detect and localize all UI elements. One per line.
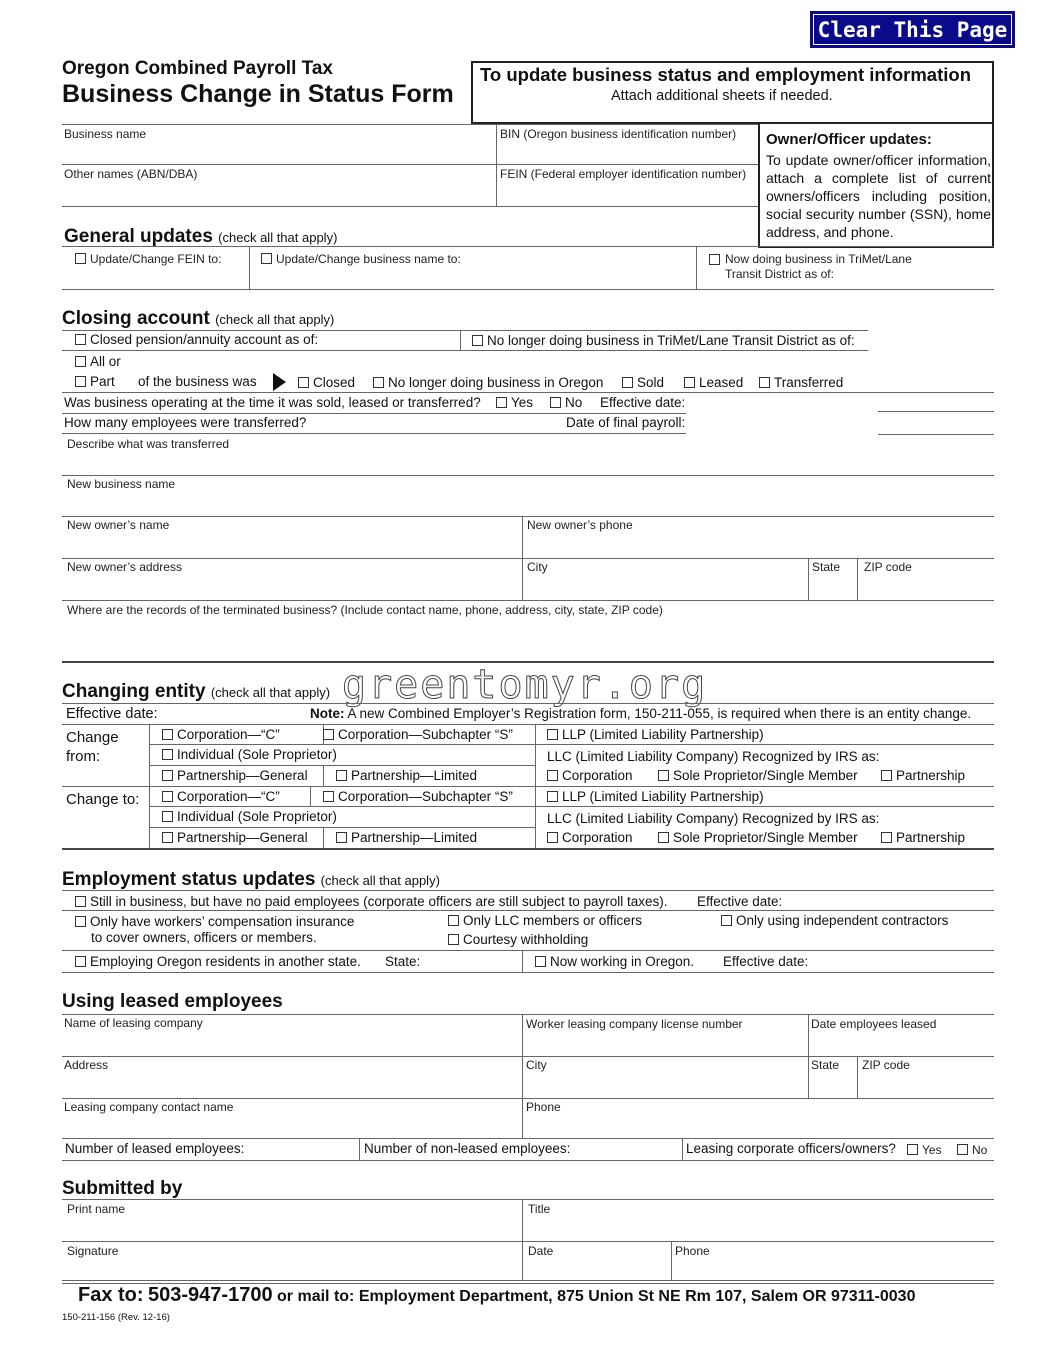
no-oregon-checkbox[interactable] — [373, 377, 384, 388]
to-llp-checkbox[interactable] — [547, 791, 558, 802]
llc-members-option[interactable]: Only LLC members or officers — [448, 913, 642, 928]
new-owner-city-label: City — [527, 560, 548, 574]
employment-effective-label: Effective date: — [697, 894, 783, 909]
to-individual-option[interactable]: Individual (Sole Proprietor) — [162, 809, 337, 824]
new-owner-phone-field[interactable] — [524, 534, 994, 556]
from-individual-option[interactable]: Individual (Sole Proprietor) — [162, 747, 337, 762]
to-part-limited-option[interactable]: Partnership—Limited — [336, 830, 477, 845]
entity-effective-date-label: Effective date: — [66, 706, 158, 722]
operating-no-option[interactable]: No — [550, 395, 582, 410]
date-label: Date — [528, 1244, 554, 1258]
closed-option[interactable]: Closed — [298, 375, 355, 390]
leasing-contact-field[interactable] — [62, 1116, 520, 1136]
new-business-name-label: New business name — [67, 477, 176, 491]
closing-account-heading: Closing account (check all that apply) — [62, 308, 335, 329]
leasing-phone-label: Phone — [526, 1100, 561, 1114]
leasing-officers-question: Leasing corporate officers/owners? — [686, 1141, 896, 1156]
from-part-general-checkbox[interactable] — [162, 770, 173, 781]
trimet-checkbox[interactable] — [709, 254, 720, 265]
records-location-field[interactable] — [62, 620, 994, 658]
to-llc-sole-option[interactable]: Sole Proprietor/Single Member — [658, 830, 858, 845]
from-corp-c-checkbox[interactable] — [162, 729, 173, 740]
closing-effective-date-label: Effective date: — [600, 395, 686, 410]
operating-question: Was business operating at the time it was sold, leased or transferred? — [64, 395, 481, 410]
leasing-city-field[interactable] — [524, 1074, 806, 1096]
to-llc-corporation-option[interactable]: Corporation — [547, 830, 633, 845]
from-individual-checkbox[interactable] — [162, 749, 173, 760]
fein-label: FEIN (Federal employer identification number) — [500, 167, 747, 181]
date-leased-label: Date employees leased — [811, 1017, 937, 1031]
new-owner-name-field[interactable] — [62, 534, 520, 556]
closed-pension-option[interactable]: Closed pension/annuity account as of: — [75, 332, 318, 347]
leasing-state-field[interactable] — [810, 1074, 855, 1096]
other-names-field[interactable] — [62, 183, 494, 203]
leasing-zip-label: ZIP code — [862, 1058, 910, 1072]
from-part-general-option[interactable]: Partnership—General — [162, 768, 308, 783]
new-owner-zip-field[interactable] — [859, 576, 994, 598]
operating-yes-checkbox[interactable] — [496, 397, 507, 408]
from-part-limited-option[interactable]: Partnership—Limited — [336, 768, 477, 783]
changing-entity-heading: Changing entity (check all that apply) — [62, 681, 331, 702]
other-names-label: Other names (ABN/DBA) — [64, 167, 198, 181]
sold-option[interactable]: Sold — [622, 375, 664, 390]
to-llc-sole-checkbox[interactable] — [658, 832, 669, 843]
to-individual-checkbox[interactable] — [162, 811, 173, 822]
update-fein-checkbox[interactable] — [75, 253, 86, 264]
form-id: 150-211-156 (Rev. 12-16) — [62, 1312, 170, 1323]
leasing-license-field[interactable] — [524, 1032, 806, 1054]
leasing-address-label: Address — [64, 1058, 109, 1072]
header-box-title: To update business status and employment information — [480, 64, 971, 85]
leased-employees-heading: Using leased employees — [62, 991, 283, 1012]
owner-box-title: Owner/Officer updates: — [766, 131, 932, 148]
leased-option[interactable]: Leased — [684, 375, 743, 390]
to-llc-partnership-option[interactable]: Partnership — [881, 830, 965, 845]
leasing-city-label: City — [526, 1058, 547, 1072]
leasing-phone-field[interactable] — [524, 1116, 994, 1136]
now-working-oregon-checkbox[interactable] — [535, 956, 546, 967]
to-part-general-checkbox[interactable] — [162, 832, 173, 843]
final-payroll-label: Date of final payroll: — [566, 415, 686, 430]
title-field[interactable] — [524, 1218, 994, 1239]
to-llp-option[interactable]: LLP (Limited Liability Partnership) — [547, 789, 764, 804]
footer-contact: Fax to: 503-947-1700 or mail to: Employment Department, 875 Union St NE Rm 107, Salem OR 97311-0030 — [78, 1284, 916, 1306]
update-fein-option[interactable]: Update/Change FEIN to: — [75, 252, 221, 266]
leased-checkbox[interactable] — [684, 377, 695, 388]
general-updates-heading: General updates (check all that apply) — [64, 226, 338, 247]
still-in-business-checkbox[interactable] — [75, 896, 86, 907]
final-payroll-field[interactable] — [878, 414, 994, 433]
change-from-label: Change from: — [66, 729, 119, 765]
employment-status-heading: Employment status updates (check all that apply) — [62, 869, 440, 890]
workers-comp-option[interactable]: Only have workers’ compensation insurance — [75, 914, 354, 929]
part-checkbox[interactable] — [75, 376, 86, 387]
arrow-right-icon — [273, 373, 286, 391]
from-llc-sole-option[interactable]: Sole Proprietor/Single Member — [658, 768, 858, 783]
entity-note: Note: A new Combined Employer’s Registration form, 150-211-055, is required when there is an entity change. — [310, 706, 972, 721]
fein-field[interactable] — [498, 183, 756, 203]
update-name-option[interactable]: Update/Change business name to: — [261, 252, 461, 266]
to-part-general-option[interactable]: Partnership—General — [162, 830, 308, 845]
new-owner-address-label: New owner’s address — [67, 560, 182, 574]
leasing-officers-no-option[interactable]: No — [957, 1143, 987, 1157]
from-corp-s-checkbox[interactable] — [323, 729, 334, 740]
from-llc-corporation-checkbox[interactable] — [547, 770, 558, 781]
form-title: Business Change in Status Form — [62, 80, 454, 108]
print-name-field[interactable] — [62, 1218, 520, 1239]
employing-other-state-option[interactable]: Employing Oregon residents in another state. — [75, 954, 361, 969]
transferred-option[interactable]: Transferred — [759, 375, 843, 390]
describe-transfer-field[interactable] — [62, 452, 994, 474]
new-owner-phone-label: New owner’s phone — [527, 518, 633, 532]
phone-field[interactable] — [673, 1259, 994, 1279]
no-oregon-option[interactable]: No longer doing business in Oregon — [373, 375, 603, 390]
business-name-label: Business name — [64, 127, 147, 141]
phone-label: Phone — [675, 1244, 710, 1258]
contractors-checkbox[interactable] — [721, 915, 732, 926]
new-owner-address-field[interactable] — [62, 576, 520, 598]
new-owner-name-label: New owner’s name — [67, 518, 170, 532]
from-corp-c-option[interactable]: Corporation—“C” — [162, 727, 280, 742]
from-part-limited-checkbox[interactable] — [336, 770, 347, 781]
signature-label: Signature — [67, 1244, 119, 1258]
leasing-license-label: Worker leasing company license number — [526, 1017, 743, 1031]
watermark: greentomyr.org — [342, 662, 708, 708]
closing-effective-date-field[interactable] — [878, 392, 994, 411]
courtesy-withholding-checkbox[interactable] — [448, 934, 459, 945]
contractors-option[interactable]: Only using independent contractors — [721, 913, 948, 928]
print-name-label: Print name — [67, 1202, 126, 1216]
update-name-checkbox[interactable] — [261, 253, 272, 264]
form-agency-title: Oregon Combined Payroll Tax — [62, 58, 333, 79]
now-working-oregon-option[interactable]: Now working in Oregon. — [535, 954, 694, 969]
workers-comp-checkbox[interactable] — [75, 916, 86, 927]
num-leased-label: Number of leased employees: — [65, 1141, 245, 1156]
to-llc-label: LLC (Limited Liability Company) Recognized by IRS as: — [547, 811, 880, 826]
part-option[interactable]: Part — [75, 374, 115, 389]
new-owner-city-field[interactable] — [524, 576, 806, 598]
new-owner-state-label: State — [812, 560, 841, 574]
signature-field[interactable] — [62, 1259, 520, 1279]
date-leased-field[interactable] — [810, 1032, 994, 1054]
leasing-company-field[interactable] — [62, 1032, 520, 1054]
to-llc-corporation-checkbox[interactable] — [547, 832, 558, 843]
records-location-label: Where are the records of the terminated business? (Include contact name, phone, address, city, state, ZIP code) — [67, 603, 663, 617]
leasing-officers-yes-checkbox[interactable] — [907, 1144, 918, 1155]
leasing-officers-yes-option[interactable]: Yes — [907, 1143, 942, 1157]
from-llc-corporation-option[interactable]: Corporation — [547, 768, 633, 783]
leasing-officers-no-checkbox[interactable] — [957, 1144, 968, 1155]
workers-comp-line2: to cover owners, officers or members. — [91, 930, 317, 945]
closed-pension-checkbox[interactable] — [75, 334, 86, 345]
still-in-business-option[interactable]: Still in business, but have no paid employees (corporate officers are still subject to payroll taxes). — [75, 894, 668, 909]
llc-members-checkbox[interactable] — [448, 915, 459, 926]
transferred-checkbox[interactable] — [759, 377, 770, 388]
new-owner-state-field[interactable] — [810, 576, 855, 598]
new-owner-zip-label: ZIP code — [864, 560, 912, 574]
date-field[interactable] — [524, 1259, 669, 1279]
to-corp-c-checkbox[interactable] — [162, 791, 173, 802]
no-trimet-checkbox[interactable] — [472, 335, 483, 346]
employees-transferred-label: How many employees were transferred? — [64, 415, 307, 430]
operating-no-checkbox[interactable] — [550, 397, 561, 408]
all-option[interactable]: All or — [75, 354, 121, 369]
header-box-subtitle: Attach additional sheets if needed. — [611, 88, 833, 104]
from-llp-checkbox[interactable] — [547, 729, 558, 740]
title-label: Title — [528, 1202, 551, 1216]
trimet-option[interactable]: Now doing business in TriMet/Lane Transit District as of: — [709, 252, 949, 282]
num-non-leased-label: Number of non-leased employees: — [364, 1141, 571, 1156]
clear-page-button[interactable]: Clear This Page — [810, 11, 1015, 48]
change-to-label: Change to: — [66, 791, 140, 808]
all-checkbox[interactable] — [75, 356, 86, 367]
to-part-limited-checkbox[interactable] — [336, 832, 347, 843]
from-corp-s-option[interactable]: Corporation—Subchapter “S” — [323, 727, 513, 742]
new-business-name-field[interactable] — [62, 493, 994, 515]
to-corp-s-checkbox[interactable] — [323, 791, 334, 802]
employing-other-state-checkbox[interactable] — [75, 956, 86, 967]
business-name-field[interactable] — [62, 142, 494, 162]
submitted-by-heading: Submitted by — [62, 1178, 183, 1199]
sold-checkbox[interactable] — [622, 377, 633, 388]
from-llc-sole-checkbox[interactable] — [658, 770, 669, 781]
to-corp-s-option[interactable]: Corporation—Subchapter “S” — [323, 789, 513, 804]
employing-state-label: State: — [385, 954, 421, 969]
bin-label: BIN (Oregon business identification number) — [500, 127, 737, 141]
of-business-label: of the business was — [138, 374, 257, 389]
operating-yes-option[interactable]: Yes — [496, 395, 533, 410]
no-trimet-option[interactable]: No longer doing business in TriMet/Lane Transit District as of: — [472, 333, 855, 348]
leasing-address-field[interactable] — [62, 1074, 520, 1096]
now-working-effective-label: Effective date: — [723, 954, 809, 969]
from-llc-partnership-option[interactable]: Partnership — [881, 768, 965, 783]
to-llc-partnership-checkbox[interactable] — [881, 832, 892, 843]
bin-field[interactable] — [498, 142, 756, 162]
leasing-contact-label: Leasing company contact name — [64, 1100, 234, 1114]
describe-transfer-label: Describe what was transferred — [67, 437, 230, 451]
from-llc-label: LLC (Limited Liability Company) Recognized by IRS as: — [547, 749, 880, 764]
from-llc-partnership-checkbox[interactable] — [881, 770, 892, 781]
closed-checkbox[interactable] — [298, 377, 309, 388]
leasing-zip-field[interactable] — [859, 1074, 994, 1096]
leasing-company-label: Name of leasing company — [64, 1016, 203, 1030]
owner-box-text: To update owner/officer information, attach a complete list of current owners/officers including position, social security number (SSN), home address, and phone. — [766, 152, 991, 240]
courtesy-withholding-option[interactable]: Courtesy withholding — [448, 932, 588, 947]
leasing-state-label: State — [811, 1058, 840, 1072]
from-llp-option[interactable]: LLP (Limited Liability Partnership) — [547, 727, 764, 742]
to-corp-c-option[interactable]: Corporation—“C” — [162, 789, 280, 804]
